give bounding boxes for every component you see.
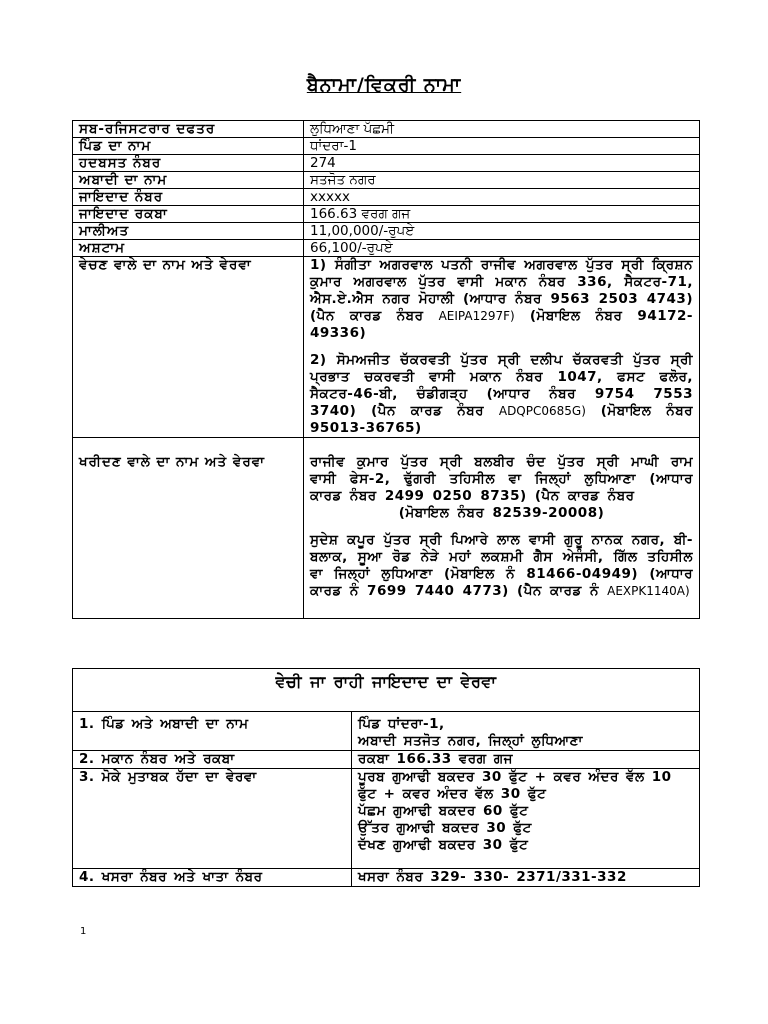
seller-row xyxy=(73,257,700,438)
property-heading-row xyxy=(73,669,700,712)
field-value: 11,00,000/-ਰੁਪਏ xyxy=(304,223,700,240)
property-value xyxy=(352,869,700,887)
field-label: ਮਾਲੀਅਤ xyxy=(73,223,304,240)
buyer-1-text: ਰਾਜੀਵ ਕੁਮਾਰ ਪੁੱਤਰ ਸ੍ਰੀ ਬਲਬੀਰ ਚੰਦ ਪੁੱਤਰ ਸ੍ਰੀ ਮਾਘੀ ਰਾਮ ਵਾਸੀ ਫੇਸ-2, ਢੁੱਗਰੀ ਤਹਿਸੀਲ ਵਾ ਜਿਲ੍ਹਾਂ ਲੁਧਿਆਣਾ (ਆਧਾਰ ਕਾਰਡ ਨੰਬਰ 2499 0250 8735) (ਪੈਨ ਕਾਰਡ ਨੰਬਰ xyxy=(310,454,693,504)
property-line: ਪਿੰਡ ਧਾਂਦਰਾ-1, xyxy=(358,716,445,732)
field-row xyxy=(73,155,700,172)
seller-1-pan: AEIPA1297F) xyxy=(438,309,515,323)
property-row xyxy=(73,869,700,887)
property-line: ਉੱਤਰ ਗੁਆਢੀ ਬਕਦਰ 30 ਫੁੱਟ xyxy=(358,820,532,836)
property-line: ਪੱਛਮ ਗੁਆਢੀ ਬਕਦਰ 60 ਫੁੱਟ xyxy=(358,803,529,819)
property-line: ਅਬਾਦੀ ਸਤਜੋਤ ਨਗਰ, ਜਿਲ੍ਹਾਂ ਲੁਧਿਆਣਾ xyxy=(358,733,583,749)
field-label: ਸਬ-ਰਜਿਸਟਰਾਰ ਦਫਤਰ xyxy=(73,121,304,138)
seller-2-paragraph xyxy=(310,352,693,437)
field-row xyxy=(73,138,700,155)
field-value: ਸਤਜੋਤ ਨਗਰ xyxy=(304,172,700,189)
field-value: 274 xyxy=(304,155,700,172)
field-row xyxy=(73,121,700,138)
field-label: ਅਬਾਦੀ ਦਾ ਨਾਮ xyxy=(73,172,304,189)
seller-1-mobile: (ਮੋਬਾਇਲ ਨੰਬਰ 94172-49336) xyxy=(310,308,694,341)
seller-2-mobile: (ਮੋਬਾਇਲ ਨੰਬਰ 95013-36765) xyxy=(310,403,693,436)
field-row xyxy=(73,223,700,240)
field-label: ਅਸ਼ਟਾਮ xyxy=(73,240,304,257)
field-row xyxy=(73,172,700,189)
property-line: ਦੱਖਣ ਗੁਆਢੀ ਬਕਦਰ 30 ਫੁੱਟ xyxy=(358,837,529,853)
field-value: 166.63 ਵਰਗ ਗਜ xyxy=(304,206,700,223)
property-value xyxy=(352,751,700,769)
buyer-2-pan: AEXPK1140A) xyxy=(607,584,690,598)
property-value xyxy=(352,769,700,869)
buyer-1-mobile: (ਮੋਬਾਇਲ ਨੰਬਰ 82539-20008) xyxy=(398,505,605,521)
buyer-row xyxy=(73,438,700,619)
field-label: ਜਾਇਦਾਦ ਨੰਬਰ xyxy=(73,189,304,206)
property-row xyxy=(73,712,700,751)
property-heading: ਵੇਚੀ ਜਾ ਰਾਹੀ ਜਾਇਦਾਦ ਦਾ ਵੇਰਵਾ xyxy=(73,669,700,712)
buyer-1-paragraph xyxy=(310,454,693,522)
field-row xyxy=(73,189,700,206)
property-label: 3. ਮੋਕੇ ਮੁਤਾਬਕ ਹੱਦਾ ਦਾ ਵੇਰਵਾ xyxy=(73,769,352,869)
property-line: ਰਕਬਾ 166.33 ਵਰਗ ਗਜ xyxy=(358,751,513,767)
seller-2-pan: ADQPC0685G) xyxy=(498,404,586,418)
field-value: 66,100/-ਰੁਪਏ xyxy=(304,240,700,257)
field-row xyxy=(73,206,700,223)
field-value: ਲੁਧਿਆਣਾ ਪੱਛਮੀ xyxy=(304,121,700,138)
field-value: xxxxx xyxy=(304,189,700,206)
seller-1-paragraph xyxy=(310,257,693,342)
buyer-label: ਖਰੀਦਣ ਵਾਲੇ ਦਾ ਨਾਮ ਅਤੇ ਵੇਰਵਾ xyxy=(73,438,304,619)
field-row xyxy=(73,240,700,257)
document-title: ਬੈਨਾਮਾ/ਵਿਕਰੀ ਨਾਮਾ xyxy=(306,74,462,96)
buyer-2-text: ਸੁਦੇਸ਼ ਕਪੂਰ ਪੁੱਤਰ ਸ੍ਰੀ ਪਿਆਰੇ ਲਾਲ ਵਾਸੀ ਗੁਰੂ ਨਾਨਕ ਨਗਰ, ਬੀ-ਬਲਾਕ, ਸੂਆ ਰੋਡ ਨੇੜੇ ਮਹਾਂ ਲਕਸ਼ਮੀ ਗੈਸ ਅੇਜੰਸੀ, ਗਿੱਲ ਤਹਿਸੀਲ ਵਾ ਜਿਲ੍ਹਾਂ ਲੁਧਿਆਣਾ (ਮੋਬਾਇਲ ਨੰ 81466-04949) (ਆਧਾਰ ਕਾਰਡ ਨੰ 7699 7440 4773) (ਪੈਨ ਕਾਰਡ ਨੰ xyxy=(310,532,693,599)
buyer-2-paragraph xyxy=(310,532,693,600)
property-line: ਪੂਰਬ ਗੁਆਢੀ ਬਕਦਰ 30 ਫੁੱਟ + ਕਵਰ ਅੰਦਰ ਵੱਲ 10 ਫੁੱਟ + ਕਵਰ ਅੰਦਰ ਵੱਲ 30 ਫੁੱਟ xyxy=(358,769,672,802)
property-value xyxy=(352,712,700,751)
property-row xyxy=(73,769,700,869)
property-label: 2. ਮਕਾਨ ਨੰਬਰ ਅਤੇ ਰਕਬਾ xyxy=(73,751,352,769)
field-label: ਪਿੰਡ ਦਾ ਨਾਮ xyxy=(73,138,304,155)
property-line: ਖਸਰਾ ਨੰਬਰ 329- 330- 2371/331-332 xyxy=(358,869,627,885)
property-label: 4. ਖਸਰਾ ਨੰਬਰ ਅਤੇ ਖਾਤਾ ਨੰਬਰ xyxy=(73,869,352,887)
seller-1-text: 1) ਸੰਗੀਤਾ ਅਗਰਵਾਲ ਪਤਨੀ ਰਾਜੀਵ ਅਗਰਵਾਲ ਪੁੱਤਰ ਸ੍ਰੀ ਕ੍ਰਿਸ਼ਨ ਕੁਮਾਰ ਅਗਰਵਾਲ ਪੁੱਤਰ ਵਾਸੀ ਮਕਾਨ ਨੰਬਰ 336, ਸੈਕਟਰ-71, ਐਸ.ਏ.ਐਸ ਨਗਰ ਮੋਹਾਲੀ (ਆਧਾਰ ਨੰਬਰ 9563 2503 4743) (ਪੈਨ ਕਾਰਡ ਨੰਬਰ xyxy=(310,257,693,324)
property-table xyxy=(72,668,700,887)
field-label: ਹਦਬਸਤ ਨੰਬਰ xyxy=(73,155,304,172)
property-label: 1. ਪਿੰਡ ਅਤੇ ਅਬਾਦੀ ਦਾ ਨਾਮ xyxy=(73,712,352,751)
page-number: 1 xyxy=(80,926,87,937)
buyer-details xyxy=(304,438,700,619)
seller-label: ਵੇਚਣ ਵਾਲੇ ਦਾ ਨਾਮ ਅਤੇ ਵੇਰਵਾ xyxy=(73,257,304,438)
seller-2-text: 2) ਸੋਮਅਜੀਤ ਚੱਕਰਵਤੀ ਪੁੱਤਰ ਸ੍ਰੀ ਦਲੀਪ ਚੱਕਰਵਤੀ ਪੁੱਤਰ ਸ੍ਰੀ ਪ੍ਰਭਾਤ ਚਕਰਵਤੀ ਵਾਸੀ ਮਕਾਨ ਨੰਬਰ 1047, ਫਸਟ ਫਲੋਰ, ਸੈਕਟਰ-46-ਬੀ, ਚੰਡੀਗੜ੍ਹ (ਆਧਾਰ ਨੰਬਰ 9754 7553 3740) (ਪੈਨ ਕਾਰਡ ਨੰਬਰ xyxy=(310,352,693,419)
deed-details-table xyxy=(72,120,700,619)
property-row xyxy=(73,751,700,769)
field-value: ਧਾਂਦਰਾ-1 xyxy=(304,138,700,155)
field-label: ਜਾਇਦਾਦ ਰਕਬਾ xyxy=(73,206,304,223)
seller-details xyxy=(304,257,700,438)
